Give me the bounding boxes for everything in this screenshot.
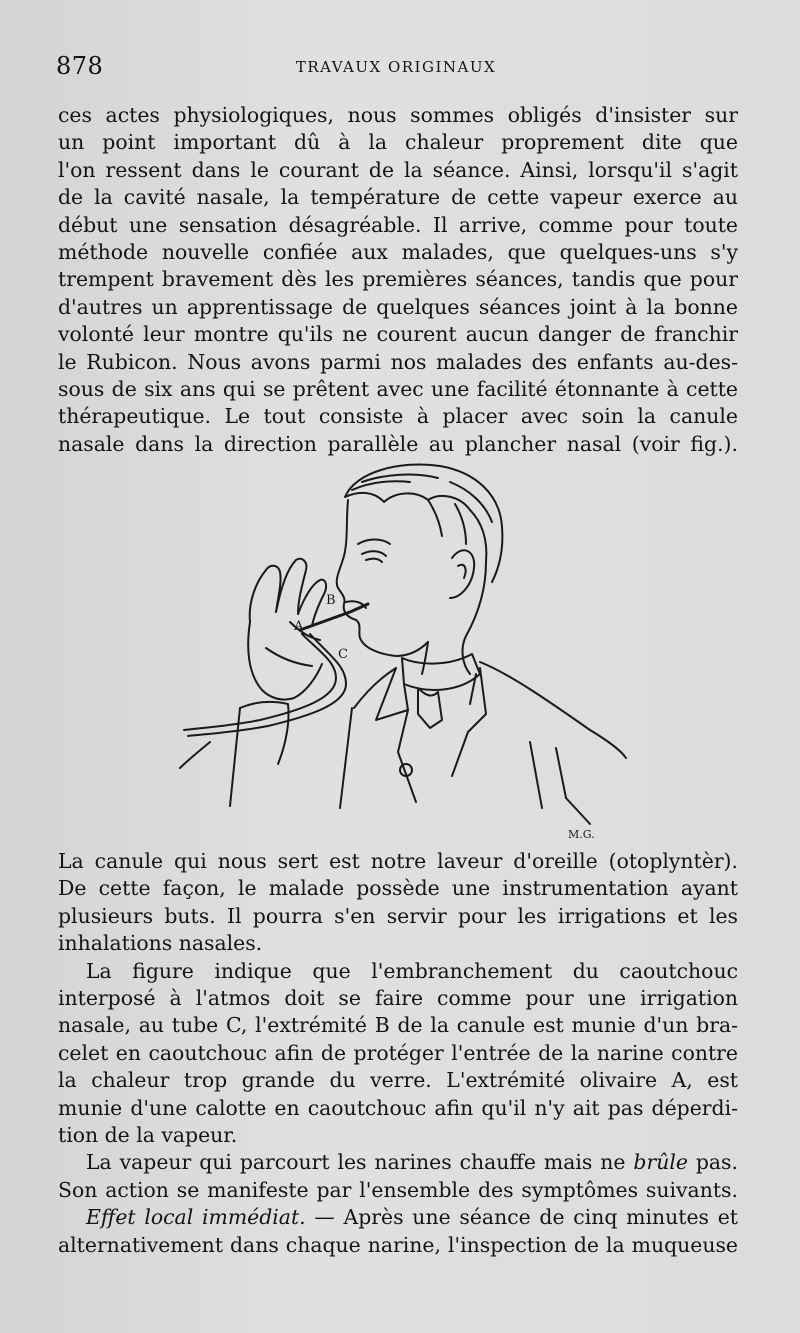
text-line: celet en caoutchouc afin de protéger l'entrée de la narine contre — [58, 1040, 738, 1065]
illustrator-signature: M.G. — [568, 828, 595, 841]
text-line: trempent bravement dès les premières séances, tandis que pour — [58, 267, 738, 292]
text-line: ces actes physiologiques, nous sommes obligés d'insister sur — [58, 103, 738, 127]
text-line: de la cavité nasale, la température de cette vapeur exerce au — [58, 185, 738, 210]
text-line: méthode nouvelle confiée aux malades, que quelques-uns s'y — [58, 240, 738, 265]
tie — [418, 688, 442, 728]
text-line: nasale dans la direction parallèle au plancher nasal (voir fig.). — [58, 431, 738, 456]
section-heading-effet-local: Effet local immédiat. — [86, 1205, 306, 1230]
text-line: De cette façon, le malade possède une instrumentation ayant — [58, 876, 738, 901]
text-line: Effet local immédiat. — Après une séance de cinq minutes et — [86, 1205, 738, 1230]
label-a: A — [294, 619, 304, 634]
text-line: inhalations nasales. — [58, 931, 263, 956]
text-line: volonté leur montre qu'ils ne courent aucun danger de franchir — [58, 322, 738, 347]
text-line: La figure indique que l'embranchement du caoutchouc — [86, 958, 738, 983]
text-line: la chaleur trop grande du verre. L'extrémité olivaire A, est — [58, 1068, 738, 1093]
body-text-lower — [58, 848, 738, 1259]
text-line: alternativement dans chaque narine, l'inspection de la muqueuse — [58, 1232, 738, 1257]
eye — [362, 551, 386, 562]
text-line: thérapeutique. Le tout consiste à placer avec soin la canule — [58, 404, 738, 429]
text-line: interposé à l'atmos doit se faire comme pour une irrigation — [58, 986, 738, 1011]
ear — [450, 550, 474, 598]
text-line: La vapeur qui parcourt les narines chauffe mais ne brûle pas. — [86, 1150, 738, 1175]
text-line: Son action se manifeste par l'ensemble des symptômes suivants. — [58, 1177, 738, 1202]
label-c: C — [338, 647, 348, 662]
text-line: nasale, au tube C, l'extrémité B de la canule est munie d'un bra- — [58, 1013, 738, 1038]
page-header — [56, 52, 736, 82]
text-line: un point important dû à la chaleur proprement dite que — [58, 130, 738, 155]
jacket — [354, 662, 626, 758]
face-profile — [337, 500, 428, 656]
text-line: plusieurs buts. Il pourra s'en servir pour les irrigations et les — [58, 903, 738, 928]
text-line: l'on ressent dans le courant de la séance. Ainsi, lorsqu'il s'agit — [58, 157, 738, 182]
text-line: le Rubicon. Nous avons parmi nos malades des enfants au-des- — [58, 349, 738, 374]
text-line: début une sensation désagréable. Il arrive, comme pour toute — [58, 212, 738, 237]
text-line: d'autres un apprentissage de quelques séances joint à la bonne — [58, 294, 738, 319]
running-head: TRAVAUX ORIGINAUX — [295, 58, 497, 76]
nasal-cannula-illustration — [170, 452, 640, 847]
page-number: 878 — [56, 52, 104, 80]
top-paragraph — [58, 102, 738, 458]
text-line: tion de la vapeur. — [58, 1123, 238, 1148]
text-line: sous de six ans qui se prêtent avec une facilité étonnante à cette — [58, 377, 738, 402]
label-b: B — [326, 593, 336, 608]
emphasis-brule: brûle — [633, 1150, 688, 1175]
text-line: La canule qui nous sert est notre laveur d'oreille (otoplyntèr). — [58, 849, 738, 873]
text-line: munie d'une calotte en caoutchouc afin qu'il n'y ait pas déperdi- — [58, 1095, 738, 1120]
